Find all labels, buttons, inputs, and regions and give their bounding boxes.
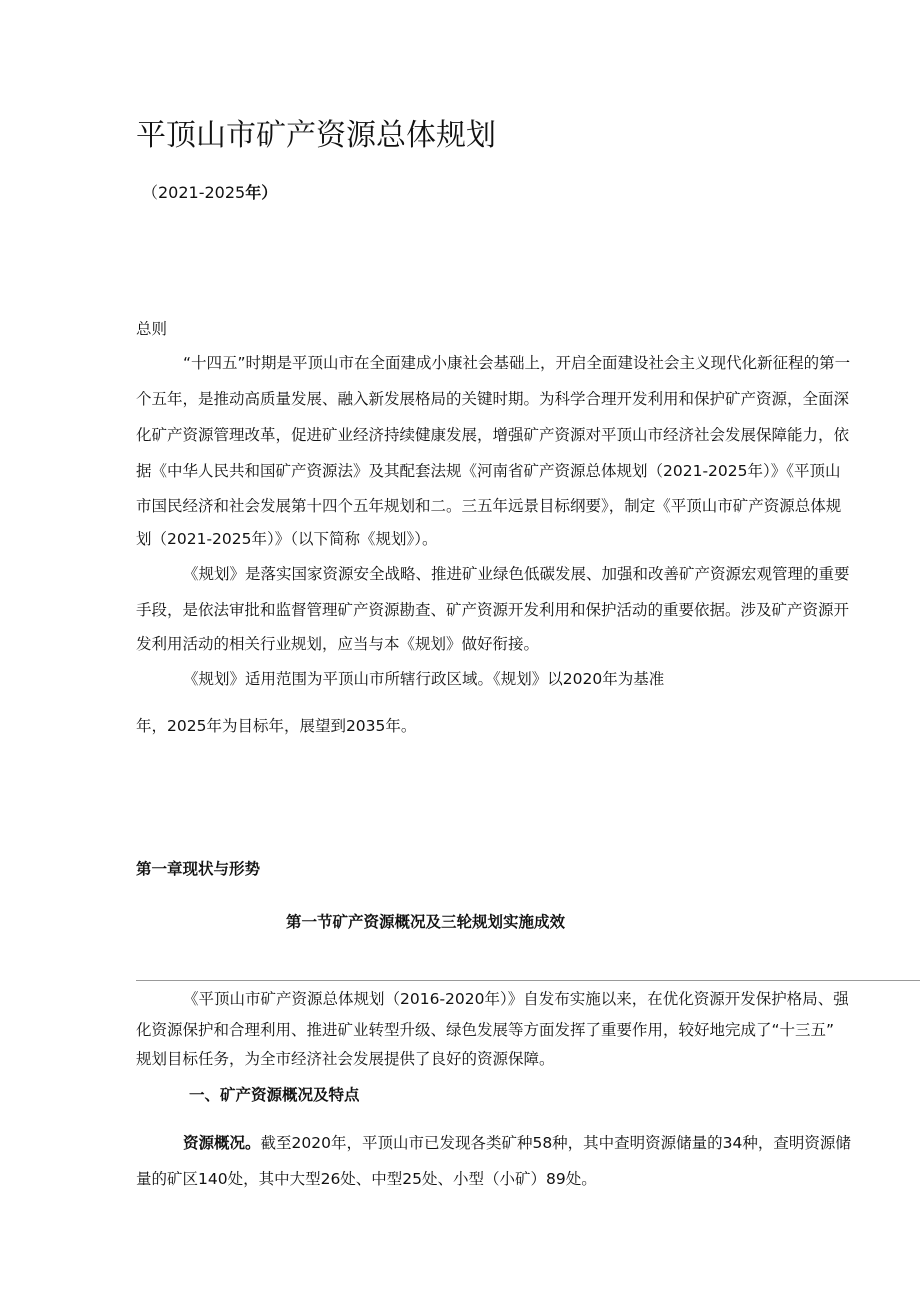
paragraph-line: 规划目标任务，为全市经济社会发展提供了良好的资源保障。 xyxy=(136,1050,555,1068)
subsection-heading: 一、矿产资源概况及特点 xyxy=(189,1086,360,1104)
divider xyxy=(136,980,920,981)
chapter-heading: 第一章现状与形势 xyxy=(136,860,261,878)
paragraph-line: 化资源保护和合理利用、推进矿业转型升级、绿色发展等方面发挥了重要作用，较好地完成了“十三五” xyxy=(136,1021,835,1039)
paragraph-line: 年，2025年为目标年，展望到2035年。 xyxy=(136,717,417,735)
document-title: 平顶山市矿产资源总体规划 xyxy=(136,118,496,153)
paragraph-line: 据《中华人民共和国矿产资源法》及其配套法规《河南省矿产资源总体规划（2021-2025年）》《平顶山 xyxy=(136,462,841,480)
paragraph-line: 划（2021-2025年）》（以下简称《规划》）。 xyxy=(136,530,438,548)
subtitle-year-char: 年） xyxy=(245,183,278,202)
paragraph-line: 《规划》适用范围为平顶山市所辖行政区域。《规划》以2020年为基准 xyxy=(183,670,665,688)
paragraph-line: 发利用活动的相关行业规划，应当与本《规划》做好衔接。 xyxy=(136,635,540,653)
paragraph-line: 手段，是依法审批和监督管理矿产资源勘查、矿产资源开发利用和保护活动的重要依据。涉及矿产资源开 xyxy=(136,601,850,619)
paragraph-line xyxy=(136,1126,920,1160)
paragraph-line: 化矿产资源管理改革，促进矿业经济持续健康发展，增强矿产资源对平顶山市经济社会发展保障能力，依 xyxy=(136,426,850,444)
paragraph-line: 个五年，是推动高质量发展、融入新发展格局的关键时期。为科学合理开发利用和保护矿产资源，全面深 xyxy=(136,390,850,408)
overview-label: 资源概况。 xyxy=(183,1134,261,1152)
subtitle-years: （2021-2025 xyxy=(142,183,246,202)
section-heading: 第一节矿产资源概况及三轮规划实施成效 xyxy=(286,913,566,931)
paragraph-line: 《规划》是落实国家资源安全战略、推进矿业绿色低碳发展、加强和改善矿产资源宏观管理的重要 xyxy=(183,565,850,583)
overview-text: 截至2020年，平顶山市已发现各类矿种58种，其中查明资源储量的34种，查明资源储 xyxy=(260,1134,851,1152)
paragraph-line: 量的矿区140处，其中大型26处、中型25处、小型（小矿）89处。 xyxy=(136,1170,597,1188)
paragraph-line: 《平顶山市矿产资源总体规划（2016-2020年）》自发布实施以来，在优化资源开发保护格局、强 xyxy=(183,990,849,1008)
general-heading: 总则 xyxy=(136,320,168,338)
document-subtitle xyxy=(142,180,277,203)
paragraph-line: “十四五”时期是平顶山市在全面建成小康社会基础上，开启全面建设社会主义现代化新征程的第一 xyxy=(183,354,851,372)
paragraph-line: 市国民经济和社会发展第十四个五年规划和二。三五年远景目标纲要》，制定《平顶山市矿产资源总体规 xyxy=(136,497,842,515)
